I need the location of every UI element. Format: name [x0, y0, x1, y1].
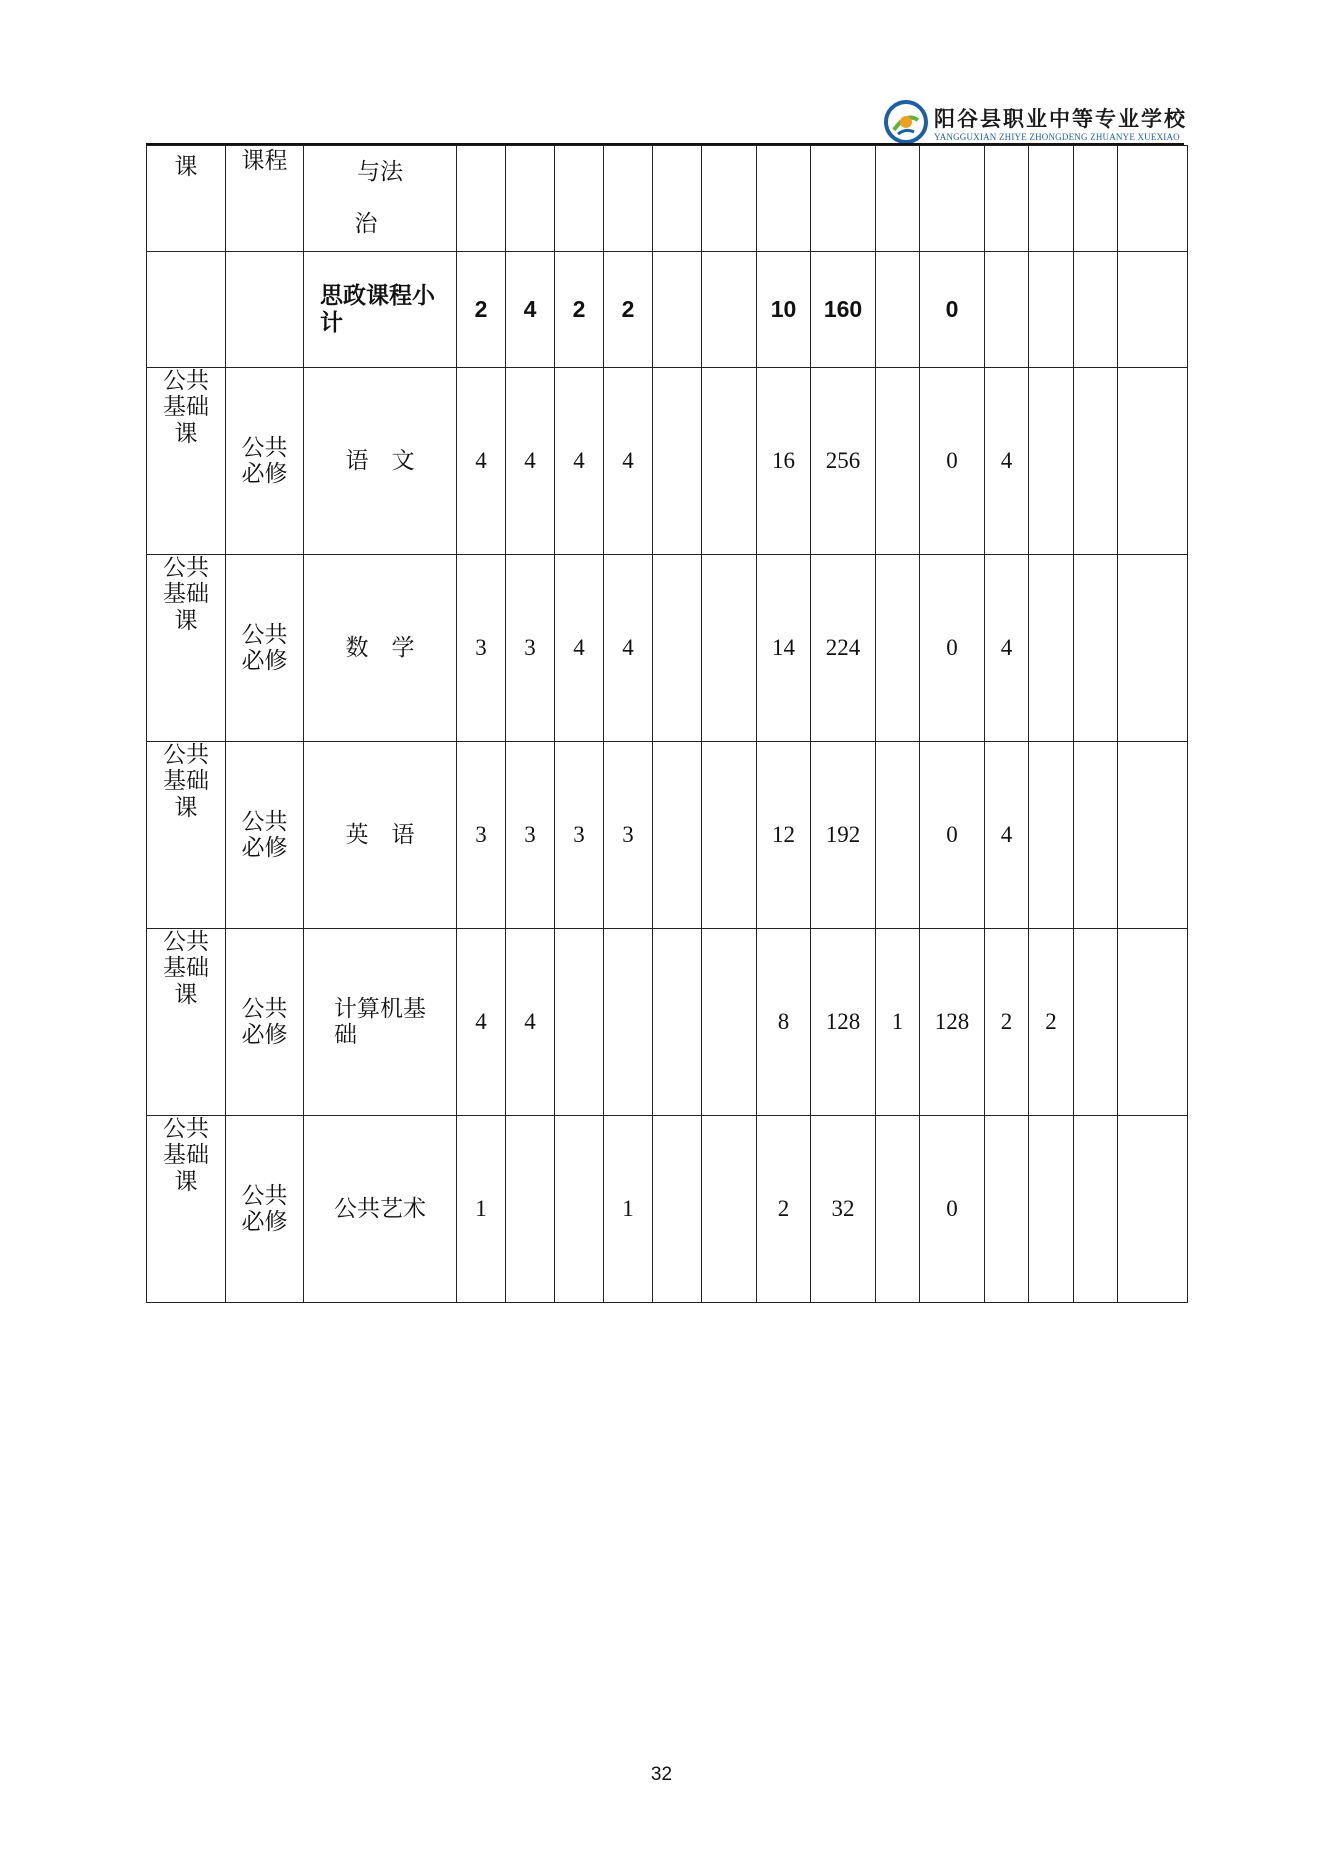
type-cell: 公共 必修 — [226, 1116, 304, 1303]
category-cell: 公共 基础 课 — [147, 742, 226, 929]
value-cell: 4 — [555, 555, 604, 742]
value-cell: 0 — [920, 555, 985, 742]
value-cell: 8 — [757, 929, 811, 1116]
course-schedule-table — [146, 145, 1188, 1303]
value-cell — [876, 742, 920, 929]
course-name-line: 计 — [320, 309, 343, 336]
type-cell: 课程 — [226, 146, 304, 252]
table-row — [147, 368, 1188, 555]
table-row — [147, 555, 1188, 742]
value-cell: 4 — [506, 929, 555, 1116]
category-cell: 公共 基础 课 — [147, 929, 226, 1116]
category-cell: 公共 基础 课 — [147, 1116, 226, 1303]
value-cell — [876, 555, 920, 742]
value-cell — [1074, 742, 1118, 929]
value-cell — [702, 1116, 757, 1303]
category-cell: 课 — [147, 146, 226, 252]
table-row — [147, 1116, 1188, 1303]
course-name-line: 与法 — [357, 159, 403, 185]
value-cell: 1 — [457, 1116, 506, 1303]
table-row-subtotal — [147, 252, 1188, 368]
table-row — [147, 929, 1188, 1116]
value-cell — [1029, 368, 1074, 555]
value-cell — [653, 252, 702, 368]
value-cell — [1118, 555, 1188, 742]
type-cell — [226, 252, 304, 368]
value-cell — [876, 252, 920, 368]
course-name-cell: 公共艺术 — [304, 1116, 457, 1303]
category-cell — [147, 252, 226, 368]
value-cell — [1029, 1116, 1074, 1303]
value-cell: 2 — [604, 252, 653, 368]
value-cell — [1118, 252, 1188, 368]
value-cell — [653, 742, 702, 929]
category-cell: 公共 基础 课 — [147, 555, 226, 742]
course-name-cell — [304, 252, 457, 368]
value-cell: 0 — [920, 742, 985, 929]
value-cell: 2 — [1029, 929, 1074, 1116]
value-cell — [1029, 555, 1074, 742]
value-cell — [1118, 1116, 1188, 1303]
value-cell: 16 — [757, 368, 811, 555]
value-cell — [604, 929, 653, 1116]
value-cell — [506, 1116, 555, 1303]
value-cell: 14 — [757, 555, 811, 742]
value-cell — [702, 252, 757, 368]
value-cell — [1074, 555, 1118, 742]
value-cell: 1 — [604, 1116, 653, 1303]
value-cell — [702, 555, 757, 742]
table-row — [147, 742, 1188, 929]
school-logo-icon — [884, 100, 928, 144]
value-cell — [1074, 1116, 1118, 1303]
value-cell: 3 — [555, 742, 604, 929]
value-cell: 10 — [757, 252, 811, 368]
value-cell — [653, 368, 702, 555]
school-name-cn: 阳谷县职业中等专业学校 — [934, 107, 1187, 131]
value-cell — [653, 929, 702, 1116]
course-name-line: 思政课程小 — [320, 283, 435, 310]
value-cell — [876, 1116, 920, 1303]
value-cell: 3 — [457, 555, 506, 742]
value-cell: 0 — [920, 252, 985, 368]
value-cell: 128 — [920, 929, 985, 1116]
value-cell: 224 — [811, 555, 876, 742]
value-cell — [1074, 929, 1118, 1116]
value-cell: 2 — [757, 1116, 811, 1303]
value-cell — [1029, 742, 1074, 929]
value-cell — [985, 252, 1029, 368]
value-cell: 32 — [811, 1116, 876, 1303]
value-cell: 4 — [506, 252, 555, 368]
value-cell: 3 — [604, 742, 653, 929]
value-cell — [702, 929, 757, 1116]
type-cell: 公共 必修 — [226, 555, 304, 742]
value-cell: 4 — [604, 368, 653, 555]
value-cell: 3 — [506, 742, 555, 929]
course-name-cell: 语 文 — [304, 368, 457, 555]
value-cell: 4 — [457, 929, 506, 1116]
value-cell: 0 — [920, 368, 985, 555]
value-cell: 4 — [457, 368, 506, 555]
value-cell: 4 — [506, 368, 555, 555]
value-cell: 4 — [555, 368, 604, 555]
value-cell: 2 — [985, 929, 1029, 1116]
course-name-cell: 英 语 — [304, 742, 457, 929]
value-cell — [1074, 252, 1118, 368]
value-cell — [555, 929, 604, 1116]
course-name-cell — [304, 146, 457, 252]
value-cell — [1118, 742, 1188, 929]
value-cell: 0 — [920, 1116, 985, 1303]
value-cell — [985, 1116, 1029, 1303]
value-cell — [653, 1116, 702, 1303]
value-cell: 4 — [985, 555, 1029, 742]
type-cell: 公共 必修 — [226, 742, 304, 929]
page-number: 32 — [650, 1764, 673, 1785]
value-cell: 1 — [876, 929, 920, 1116]
value-cell: 4 — [985, 742, 1029, 929]
value-cell: 12 — [757, 742, 811, 929]
value-cell: 3 — [457, 742, 506, 929]
school-name-en: YANGGUXIAN ZHIYE ZHONGDENG ZHUANYE XUEXIAO — [934, 132, 1180, 142]
value-cell — [702, 742, 757, 929]
type-cell: 公共 必修 — [226, 929, 304, 1116]
value-cell — [555, 1116, 604, 1303]
category-cell: 公共 基础 课 — [147, 368, 226, 555]
course-name-cell: 计算机基 础 — [304, 929, 457, 1116]
value-cell — [876, 368, 920, 555]
value-cell — [702, 368, 757, 555]
value-cell: 192 — [811, 742, 876, 929]
value-cell: 3 — [506, 555, 555, 742]
value-cell: 4 — [604, 555, 653, 742]
course-name-line: 治 — [354, 211, 378, 237]
value-cell: 256 — [811, 368, 876, 555]
value-cell — [1118, 929, 1188, 1116]
type-cell: 公共 必修 — [226, 368, 304, 555]
course-name-cell: 数 学 — [304, 555, 457, 742]
value-cell: 2 — [555, 252, 604, 368]
value-cell — [653, 555, 702, 742]
value-cell — [1118, 368, 1188, 555]
value-cell: 160 — [811, 252, 876, 368]
value-cell: 2 — [457, 252, 506, 368]
value-cell — [1074, 368, 1118, 555]
table-row-continued — [147, 146, 1188, 252]
value-cell — [1029, 252, 1074, 368]
value-cell: 4 — [985, 368, 1029, 555]
value-cell: 128 — [811, 929, 876, 1116]
